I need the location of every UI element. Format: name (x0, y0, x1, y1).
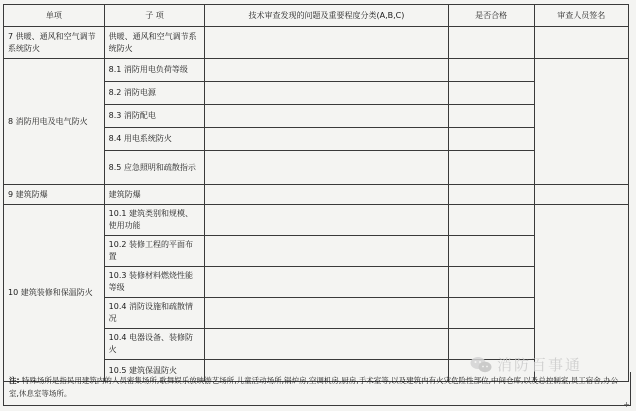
shen-cell (534, 59, 628, 185)
zi-cell-10-6: 10.5 建筑保温防火 (104, 360, 205, 382)
table-row (4, 205, 629, 236)
shi-cell (448, 205, 534, 236)
shen-cell (534, 27, 628, 59)
header-shen: 审查人员签名 (534, 5, 628, 27)
header-ji: 技术审查发现的问题及重要程度分类(A,B,C) (205, 5, 448, 27)
dan-cell-10: 10 建筑装修和保温防火 (4, 205, 105, 382)
zi-cell-8-1: 8.1 消防用电负荷等级 (104, 59, 205, 82)
wechat-icon (470, 356, 492, 374)
dan-cell-7: 7 供暖、通风和空气调节系统防火 (4, 27, 105, 59)
dan-cell-8: 8 消防用电及电气防火 (4, 59, 105, 185)
footnote-label: 注: (9, 376, 20, 385)
shi-cell (448, 151, 534, 185)
zi-cell-10-1: 10.1 建筑类别和规模、使用功能 (104, 205, 205, 236)
ji-cell (205, 185, 448, 205)
footnote (3, 372, 631, 406)
table-row (4, 27, 629, 59)
shi-cell (448, 27, 534, 59)
shen-cell (534, 185, 628, 205)
header-shi: 是否合格 (448, 5, 534, 27)
shi-cell (448, 267, 534, 298)
watermark (470, 354, 582, 375)
zi-cell-10-5: 10.4 电器设备、装修防火 (104, 329, 205, 360)
table-row (4, 59, 629, 82)
ji-cell (205, 105, 448, 128)
header-zi: 子 项 (104, 5, 205, 27)
footnote-text: 特殊场所是指民用建筑内的人员密集场所,歌舞娱乐放映游艺场所,儿童活动场所,锅炉房,空调机房,厨房,手术室等,以及建筑内有火灾危险性部位,中间仓库,以及总控制室,员工宿舍,办公室,休息室等场所。 (9, 376, 619, 398)
shi-cell (448, 236, 534, 267)
ji-cell (205, 205, 448, 236)
zi-cell-8-2: 8.2 消防电源 (104, 82, 205, 105)
zi-cell-7: 供暖、通风和空气调节系统防火 (104, 27, 205, 59)
zi-cell-8-5: 8.5 应急照明和疏散指示 (104, 151, 205, 185)
shi-cell (448, 82, 534, 105)
zi-cell-8-3: 8.3 消防配电 (104, 105, 205, 128)
watermark-text: 消防百事通 (497, 356, 583, 374)
dan-cell-9: 9 建筑防爆 (4, 185, 105, 205)
shi-cell (448, 128, 534, 151)
zi-cell-9: 建筑防爆 (104, 185, 205, 205)
zi-cell-8-4: 8.4 用电系统防火 (104, 128, 205, 151)
ji-cell (205, 82, 448, 105)
ji-cell (205, 27, 448, 59)
ji-cell (205, 267, 448, 298)
ji-cell (205, 298, 448, 329)
ji-cell (205, 329, 448, 360)
ji-cell (205, 151, 448, 185)
review-table (3, 4, 629, 382)
table-row (4, 185, 629, 205)
ji-cell (205, 128, 448, 151)
header-dan: 单项 (4, 5, 105, 27)
zi-cell-10-4: 10.4 消防设施和疏散情况 (104, 298, 205, 329)
plus-icon: + (623, 400, 630, 409)
zi-cell-10-3: 10.3 装修材料燃烧性能等级 (104, 267, 205, 298)
shi-cell (448, 59, 534, 82)
header-row (4, 5, 629, 27)
shi-cell (448, 185, 534, 205)
shi-cell (448, 105, 534, 128)
shi-cell (448, 298, 534, 329)
ji-cell (205, 236, 448, 267)
ji-cell (205, 59, 448, 82)
zi-cell-10-2: 10.2 装修工程的平面布置 (104, 236, 205, 267)
